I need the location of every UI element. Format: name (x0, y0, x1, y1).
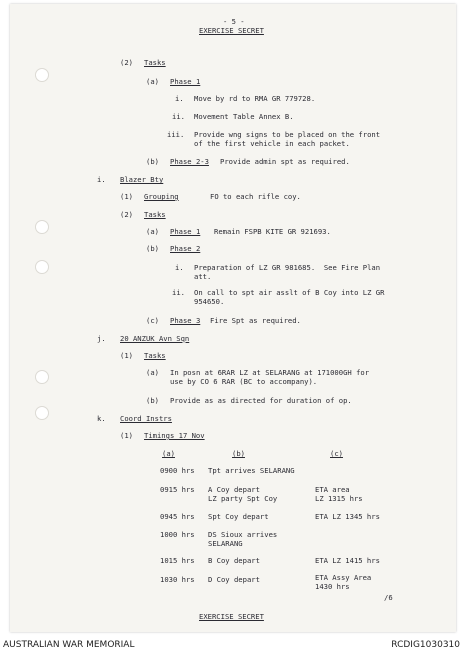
timing-event: A Coy depart (208, 485, 260, 494)
header-classification: EXERCISE SECRET (199, 26, 264, 35)
sub-number: (b) (146, 244, 159, 253)
item-number: i. (175, 263, 184, 272)
column-header-b: (b) (232, 449, 245, 458)
column-header-c: (c) (330, 449, 343, 458)
para-number: i. (97, 175, 106, 184)
item-text: Preparation of LZ GR 981685. See Fire Plan (194, 263, 381, 272)
timing-time: 1030 hrs (160, 575, 195, 584)
timing-time: 0900 hrs (160, 466, 195, 475)
archive-reference: RCDIG1030310 (391, 640, 460, 650)
item-text: On call to spt air asslt of B Coy into LZ GR (194, 288, 385, 297)
document-page (10, 4, 456, 632)
item-text: Provide admin spt as required. (220, 157, 350, 166)
archive-footer (0, 636, 464, 654)
heading-anzuk-avn-sqn: 20 ANZUK Avn Sqn (120, 334, 190, 343)
heading-blazer-bty: Blazer Bty (120, 175, 164, 184)
para-number: (2) (120, 210, 133, 219)
item-text: att. (194, 272, 212, 281)
para-number: k. (97, 414, 106, 423)
item-text: Provide as as directed for duration of op. (170, 396, 352, 405)
heading-tasks: Tasks (144, 58, 166, 67)
item-number: i. (175, 94, 184, 103)
page-number: - 5 - (223, 17, 245, 26)
heading-coord-instrs: Coord Instrs (120, 414, 172, 423)
timing-event: LZ party Spt Coy (208, 494, 278, 503)
heading-tasks: Tasks (144, 210, 166, 219)
para-number: j. (97, 334, 106, 343)
sub-number: (b) (146, 396, 159, 405)
punch-hole (35, 370, 49, 384)
punch-hole (35, 406, 49, 420)
item-text: Fire Spt as required. (210, 316, 301, 325)
timing-event: B Coy depart (208, 556, 260, 565)
sub-number: (a) (146, 368, 159, 377)
timing-location: ETA LZ 1415 hrs (315, 556, 380, 565)
timing-time: 1015 hrs (160, 556, 195, 565)
item-text: use by CO 6 RAR (BC to accompany). (170, 377, 318, 386)
item-text: Remain FSPB KITE GR 921693. (214, 227, 331, 236)
heading-tasks: Tasks (144, 351, 166, 360)
timing-location: ETA LZ 1345 hrs (315, 512, 380, 521)
item-number: ii. (172, 288, 185, 297)
para-number: (2) (120, 58, 133, 67)
heading-grouping: Grouping (144, 192, 179, 201)
timing-event: Spt Coy depart (208, 512, 269, 521)
para-number: (1) (120, 192, 133, 201)
heading-timings: Timings 17 Nov (144, 431, 205, 440)
heading-phase3: Phase 3 (170, 316, 201, 325)
timing-time: 0945 hrs (160, 512, 195, 521)
heading-phase23: Phase 2-3 (170, 157, 209, 166)
item-text: Provide wng signs to be placed on the front (194, 130, 381, 139)
item-text: Movement Table Annex B. (194, 112, 294, 121)
heading-phase2: Phase 2 (170, 244, 201, 253)
timing-event: Tpt arrives SELARANG (208, 466, 295, 475)
para-number: (1) (120, 351, 133, 360)
item-number: iii. (167, 130, 185, 139)
item-number: ii. (172, 112, 185, 121)
timing-event: DS Sioux arrives (208, 530, 278, 539)
timing-location: ETA area (315, 485, 350, 494)
item-text: Move by rd to RMA GR 779728. (194, 94, 316, 103)
next-page-marker: /6 (384, 593, 393, 602)
punch-hole (35, 68, 49, 82)
sub-number: (a) (146, 77, 159, 86)
heading-phase1: Phase 1 (170, 227, 201, 236)
sub-number: (b) (146, 157, 159, 166)
timing-event: SELARANG (208, 539, 243, 548)
timing-event: D Coy depart (208, 575, 260, 584)
timing-location: ETA Assy Area (315, 573, 372, 582)
para-number: (1) (120, 431, 133, 440)
item-text: of the first vehicle in each packet. (194, 139, 350, 148)
item-text: FO to each rifle coy. (210, 192, 301, 201)
timing-time: 0915 hrs (160, 485, 195, 494)
timing-location: LZ 1315 hrs (315, 494, 363, 503)
punch-hole (35, 220, 49, 234)
heading-phase1: Phase 1 (170, 77, 201, 86)
timing-time: 1000 hrs (160, 530, 195, 539)
footer-classification: EXERCISE SECRET (199, 612, 264, 621)
archive-institution: AUSTRALIAN WAR MEMORIAL (3, 640, 135, 650)
sub-number: (c) (146, 316, 159, 325)
timing-location: 1430 hrs (315, 582, 350, 591)
item-text: In posn at 6RAR LZ at SELARANG at 171000GH for (170, 368, 370, 377)
punch-hole (35, 260, 49, 274)
column-header-a: (a) (162, 449, 175, 458)
item-text: 954650. (194, 297, 225, 306)
sub-number: (a) (146, 227, 159, 236)
